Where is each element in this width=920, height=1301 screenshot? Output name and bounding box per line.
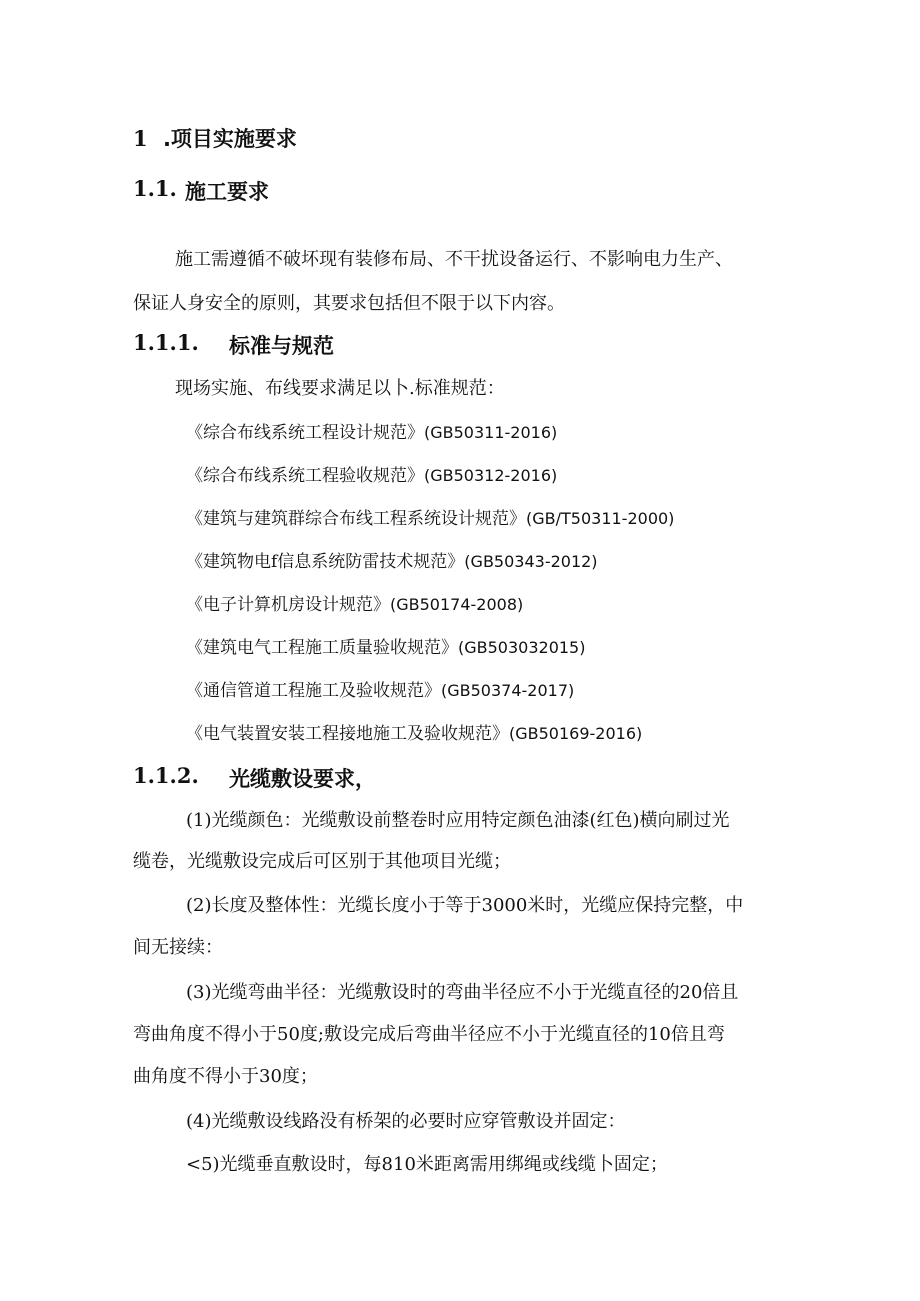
standard-code: (GB50374-2017) xyxy=(441,681,575,700)
req-line: (1)光缆颜色：光缆敷设前整卷时应用特定颜色油漆(红色)横向刷过光 xyxy=(186,810,730,831)
standard-item xyxy=(186,633,585,658)
standard-code: (GB/T50311-2000) xyxy=(526,509,675,528)
standards-intro: 现场实施、布线要求满足以卜.标准规范： xyxy=(175,378,505,399)
req-line: (4)光缆敷设线路没有桥架的必要时应穿管敷设并固定： xyxy=(186,1111,626,1132)
heading-number: 1 xyxy=(133,126,148,151)
standard-code: (GB503032015) xyxy=(458,638,586,657)
intro-line-1: 施工需遵循不破坏现有装修布局、不干扰设备运行、不影响电力生产、 xyxy=(175,249,733,270)
heading-title: 光缆敷设要求， xyxy=(229,767,376,791)
heading-number: 1.1.1. xyxy=(133,330,199,355)
standard-name: 《建筑电气工程施工质量验收规范》 xyxy=(186,638,458,658)
heading-1-1-2 xyxy=(133,763,376,791)
heading-1-1 xyxy=(133,176,269,204)
heading-title: .项目实施要求 xyxy=(162,127,297,151)
heading-title: 施工要求 xyxy=(185,180,269,204)
standard-code: (GB50174-2008) xyxy=(390,595,524,614)
standard-name: 《建筑物电f信息系统防雷技术规范》 xyxy=(186,552,465,572)
req-line: 曲角度不得小于30度； xyxy=(133,1066,318,1087)
standard-item xyxy=(186,676,574,701)
req-line: 间无接续： xyxy=(133,937,223,958)
standard-item xyxy=(186,418,557,443)
heading-1-1-1 xyxy=(133,330,334,358)
req-line: 弯曲角度不得小于50度;敷设完成后弯曲半径应不小于光缆直径的10倍且弯 xyxy=(133,1024,725,1045)
standard-code: (GB50343-2012) xyxy=(464,552,598,571)
standard-name: 《建筑与建筑群综合布线工程系统设计规范》 xyxy=(186,509,526,529)
intro-line-2: 保证人身安全的原则，其要求包括但不限于以下内容。 xyxy=(133,293,565,314)
heading-number: 1.1. xyxy=(133,176,177,201)
standard-item xyxy=(186,461,557,486)
standard-name: 《通信管道工程施工及验收规范》 xyxy=(186,681,441,701)
heading-1 xyxy=(133,123,297,153)
req-line: (3)光缆弯曲半径：光缆敷设时的弯曲半径应不小于光缆直径的20倍且 xyxy=(186,982,739,1003)
standard-item xyxy=(186,590,523,615)
standard-name: 《电气装置安装工程接地施工及验收规范》 xyxy=(186,724,509,744)
standard-name: 《电子计算机房设计规范》 xyxy=(186,595,390,615)
standard-code: (GB50169-2016) xyxy=(509,724,643,743)
standard-code: (GB50311-2016) xyxy=(424,423,558,442)
standard-name: 《综合布线系统工程设计规范》 xyxy=(186,423,424,443)
standard-item xyxy=(186,719,642,744)
req-line: 缆卷，光缆敷设完成后可区别于其他项目光缆； xyxy=(133,851,511,872)
standard-code: (GB50312-2016) xyxy=(424,466,558,485)
standard-name: 《综合布线系统工程验收规范》 xyxy=(186,466,424,486)
standard-item xyxy=(186,504,674,529)
req-line: (2)长度及整体性：光缆长度小于等于3000米时，光缆应保持完整，中 xyxy=(186,895,744,916)
standard-item xyxy=(186,547,598,572)
req-line: <5)光缆垂直敷设时，每810米距离需用绑绳或线缆卜固定； xyxy=(186,1154,668,1175)
heading-number: 1.1.2. xyxy=(133,763,199,788)
heading-title: 标准与规范 xyxy=(229,334,334,358)
